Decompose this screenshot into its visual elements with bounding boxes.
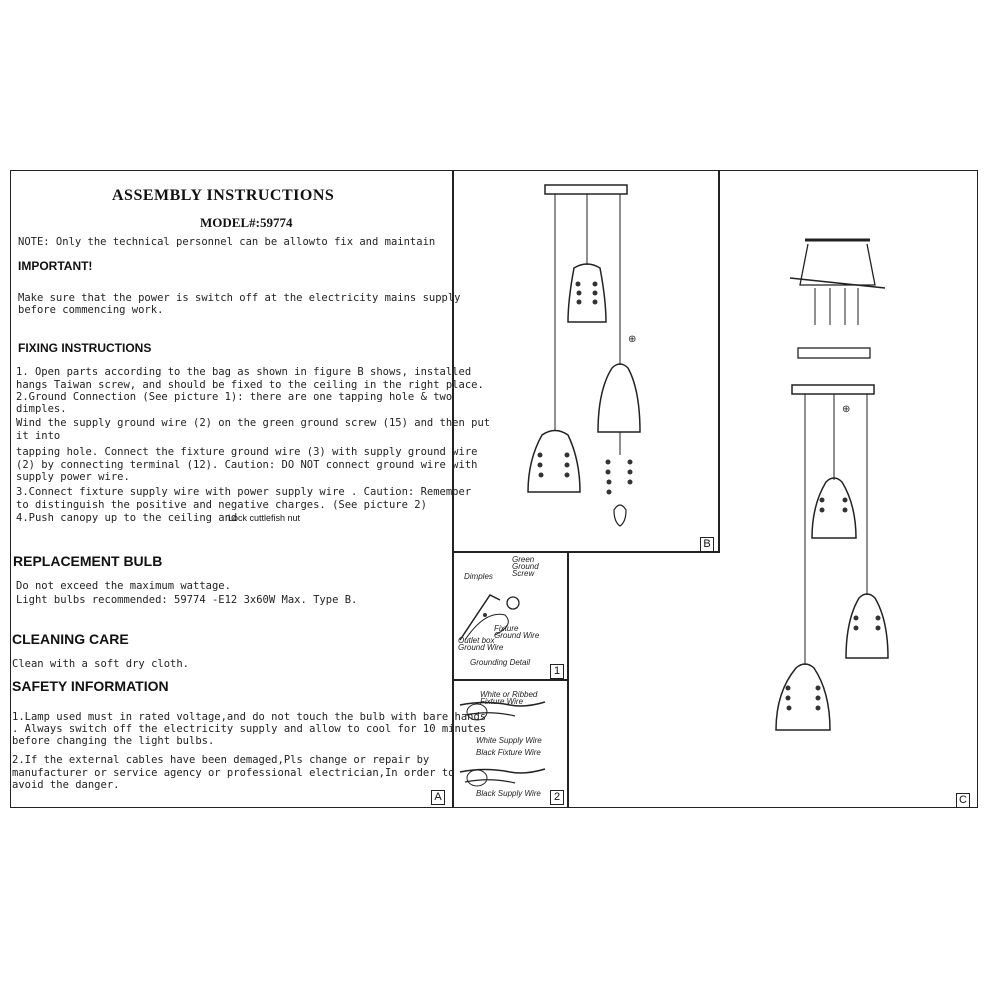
panel-label-1: 1 bbox=[550, 664, 564, 679]
cleaning-line: Clean with a soft dry cloth. bbox=[12, 658, 190, 670]
fixing-line: 2.Ground Connection (See picture 1): there are one tapping hole & two bbox=[16, 391, 453, 403]
safety-line: manufacturer or service agency or professional electrician,In order to bbox=[12, 767, 455, 779]
safety-line: 2.If the external cables have been demaged,Pls change or repair by bbox=[12, 754, 430, 766]
replacement-line: Do not exceed the maximum wattage. bbox=[16, 580, 231, 592]
svg-text:⊕: ⊕ bbox=[628, 334, 637, 345]
fixing-line: it into bbox=[16, 430, 61, 442]
fixing-line: 1. Open parts according to the bag as shown in figure B shows, installed bbox=[16, 366, 472, 378]
divider-pic1-bottom bbox=[452, 679, 568, 681]
safety-line: 1.Lamp used must in rated voltage,and do not touch the bulb with bare hands bbox=[12, 711, 487, 723]
green-screw-label-3: Screw bbox=[512, 569, 535, 578]
panel-label-c: C bbox=[956, 793, 970, 808]
fixing-line: Wind the supply ground wire (2) on the green ground screw (15) and then put bbox=[16, 417, 491, 429]
panel-label-a: A bbox=[431, 790, 445, 805]
fixture-ground-label-1: Fixture bbox=[494, 624, 519, 633]
important-heading: IMPORTANT! bbox=[18, 259, 93, 273]
fixing-line: 4.Push canopy up to the ceiling and bbox=[16, 512, 238, 524]
green-screw-label-1: Green bbox=[512, 555, 535, 564]
chandelier-figure-b bbox=[452, 180, 707, 550]
black-fixture-label: Black Fixture Wire bbox=[476, 748, 541, 757]
fixing-line: 3.Connect fixture supply wire with power supply wire . Caution: Remember bbox=[16, 486, 472, 498]
safety-line: . Always switch off the electricity supply and allow to cool for 10 minutes bbox=[12, 723, 487, 735]
fixing-line: to distinguish the positive and negative charges. (See picture 2) bbox=[16, 499, 427, 511]
important-line-2: before commencing work. bbox=[18, 304, 164, 316]
replacement-heading: REPLACEMENT BULB bbox=[13, 553, 163, 569]
black-supply-label: Black Supply Wire bbox=[476, 789, 541, 798]
panel-label-2: 2 bbox=[550, 790, 564, 805]
chandelier-figure-c bbox=[770, 230, 900, 740]
panel-label-b: B bbox=[700, 537, 714, 552]
fixing-line: hangs Taiwan screw, and should be fixed to the ceiling in the right place. bbox=[16, 379, 484, 391]
white-ribbed-label-2: Fixture Wire bbox=[480, 697, 524, 706]
fixing-line: dimples. bbox=[16, 403, 67, 415]
green-screw-label-2: Ground bbox=[512, 562, 539, 571]
outlet-box-label-1: Outlet box bbox=[458, 636, 495, 645]
divider-b bbox=[718, 171, 720, 551]
white-supply-label: White Supply Wire bbox=[476, 736, 542, 745]
lock-note: Lock cuttlefish nut bbox=[228, 513, 301, 523]
fixing-line: (2) by connecting terminal (12). Caution: DO NOT connect ground wire with bbox=[16, 459, 478, 471]
replacement-line: Light bulbs recommended: 59774 -E12 3x60W Max. Type B. bbox=[16, 594, 358, 606]
cleaning-heading: CLEANING CARE bbox=[12, 631, 129, 647]
fixing-line: supply power wire. bbox=[16, 471, 130, 483]
safety-line: before changing the light bulbs. bbox=[12, 735, 215, 747]
note-text: NOTE: Only the technical personnel can be allowto fix and maintain bbox=[18, 236, 436, 248]
fixture-ground-label-2: Ground Wire bbox=[494, 631, 540, 640]
dimples-label: Dimples bbox=[464, 572, 493, 581]
safety-line: avoid the danger. bbox=[12, 779, 120, 791]
wiring-illustration bbox=[455, 690, 555, 800]
model-number: MODEL#:59774 bbox=[200, 215, 293, 230]
divider-b-bottom bbox=[452, 551, 720, 553]
fixing-heading: FIXING INSTRUCTIONS bbox=[18, 341, 152, 355]
grounding-caption: Grounding Detail bbox=[470, 658, 531, 667]
safety-heading: SAFETY INFORMATION bbox=[12, 678, 169, 694]
outlet-box-label-2: Ground Wire bbox=[458, 643, 504, 652]
svg-text:⊕: ⊕ bbox=[842, 404, 851, 415]
important-line-1: Make sure that the power is switch off at the electricity mains supply bbox=[18, 292, 461, 304]
fixing-line: tapping hole. Connect the fixture ground wire (3) with supply ground wire bbox=[16, 446, 478, 458]
page-title: ASSEMBLY INSTRUCTIONS bbox=[112, 187, 335, 204]
white-ribbed-label-1: White or Ribbed bbox=[480, 690, 538, 699]
